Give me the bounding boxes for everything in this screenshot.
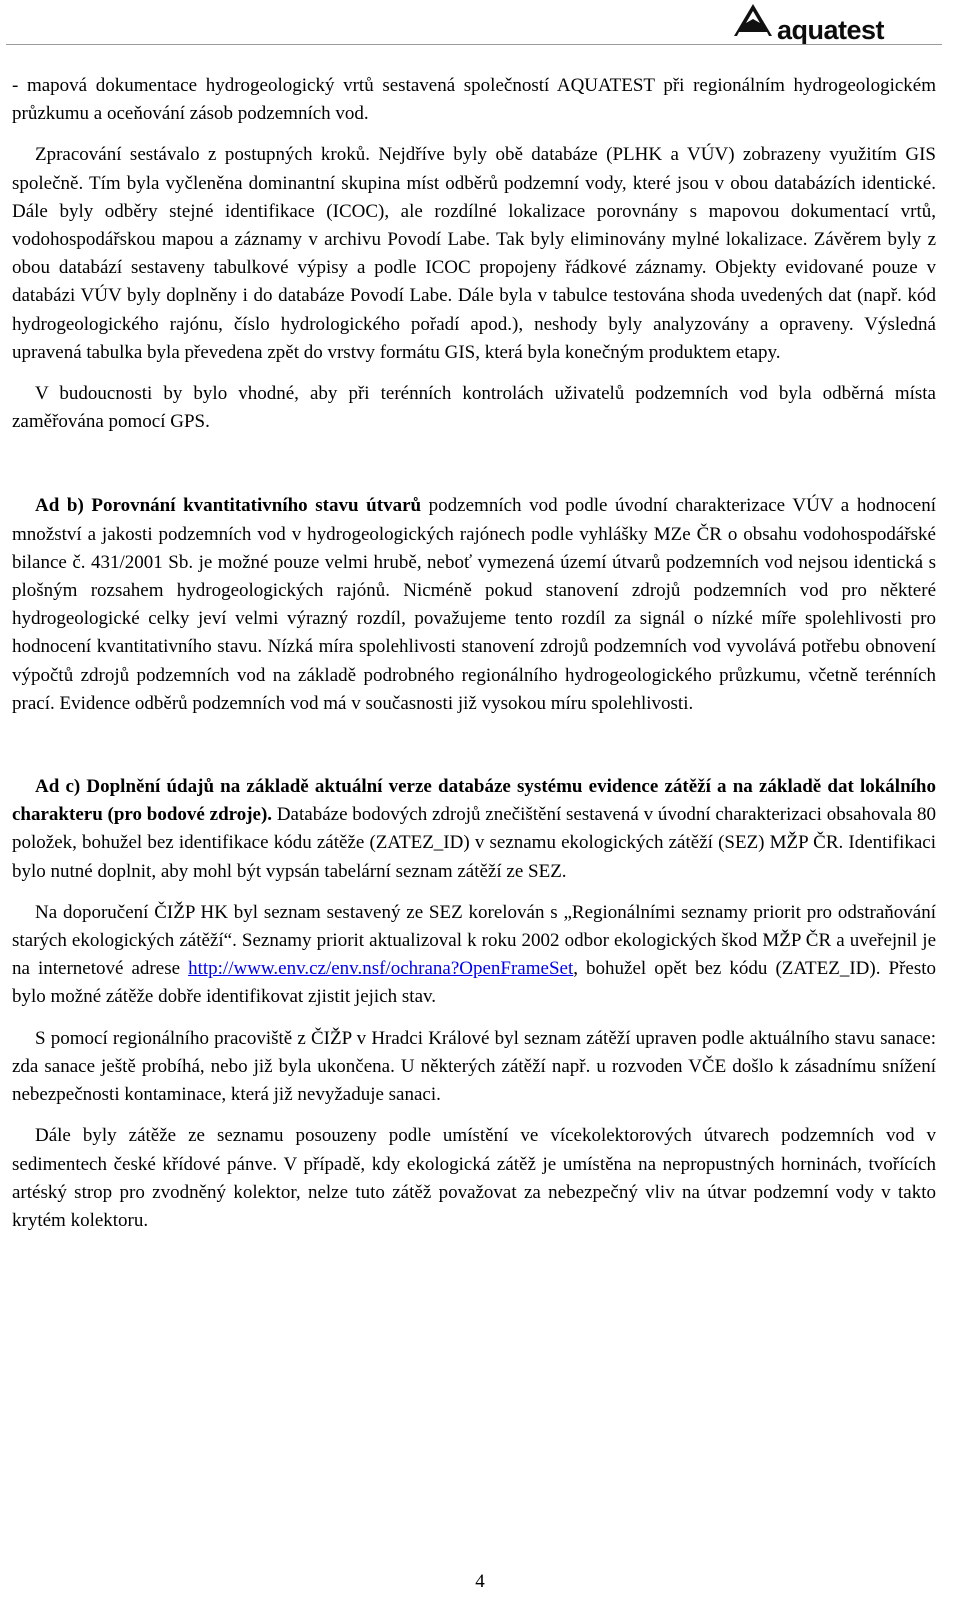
paragraph-aquifer-assessment: Dále byly zátěže ze seznamu posouzeny podle umístění ve vícekolektorových útvarech podzemních vod v sedimentech české křídové pánve. V případě, kdy ekologická zátěž je umístěna na nepropustných horninách, tvořících artéský strop pro zvodněný kolektor, nelze tuto zátěž považovat za nebezpečný vliv na útvar podzemní vody v takto krytém kolektoru. bbox=[12, 1125, 936, 1231]
page-header bbox=[0, 0, 960, 46]
header-divider bbox=[6, 44, 942, 45]
paragraph-ad-c-text: Databáze bodových zdrojů znečištění sestavená v úvodní charakterizaci obsahovala 80 položek, bohužel bez identifikace kódu zátěže (ZATEZ_ID) v seznamu ekologických zátěží (SEZ) MŽP ČR. Identifikaci bylo nutné doplnit, aby mohl být vypsán tabelární seznam zátěží ze SEZ. bbox=[12, 804, 936, 882]
paragraph-ad-b-text: podzemních vod podle úvodní charakterizace VÚV a hodnocení množství a jakosti podzemních vod v hydrogeologických rajónech podle vyhlášky MZe ČR o obsahu vodohospodářské bilance č. 431/2001 Sb. je možné pouze velmi hrubě, neboť vymezená území útvarů podzemních vod nejsou identická s plošným rozsahem hydrogeologických rajónů. Nicméně pokud stanovení zdrojů podzemních vod pro některé hydrogeologické celky jeví velmi výrazný rozdíl, považujeme tento rozdíl za signál o nízké míře spolehlivosti pro hodnocení kvantitativního stavu. Nízká míra spolehlivosti stanovení zdrojů podzemních vod vyvolává potřebu obnovení výpočtů zdrojů podzemních vod na základě podrobného regionálního hydrogeologického průzkumu, včetně terénních prací. Evidence odběrů podzemních vod má v současnosti již vysokou míru spolehlivosti. bbox=[12, 495, 936, 714]
heading-ad-b: Ad b) Porovnání kvantitativního stavu útvarů bbox=[35, 495, 422, 517]
heading-ad-c: Ad c) Doplnění údajů na základě aktuální verze databáze systému evidence zátěží a na základě dat lokálního charakteru (pro bodové zdroje). bbox=[12, 776, 936, 826]
paragraph-ad-b bbox=[12, 492, 936, 718]
env-cz-link[interactable]: http://www.env.cz/env.nsf/ochrana?OpenFrameSet bbox=[188, 958, 574, 980]
paragraph-priority-lists-tail: , bohužel opět bez kódu (ZATEZ_ID). Přesto bylo možné zátěže dobře identifikovat zjistit jejich stav. bbox=[12, 958, 937, 1008]
paragraph-ad-c bbox=[12, 773, 936, 886]
page-number: 4 bbox=[475, 1571, 485, 1592]
document-body bbox=[12, 72, 936, 1235]
paragraph-priority-lists bbox=[12, 899, 936, 1012]
mountain-logo-icon bbox=[733, 2, 777, 42]
paragraph-gps-recommendation: V budoucnosti by bylo vhodné, aby při terénních kontrolách uživatelů podzemních vod byla odběrná místa zaměřována pomocí GPS. bbox=[12, 383, 936, 433]
logo-text: aquatest bbox=[777, 15, 885, 45]
paragraph-remediation-status: S pomocí regionálního pracoviště z ČIŽP v Hradci Králové byl seznam zátěží upraven podle aktuálního stavu sanace: zda sanace ještě probíhá, nebo již byla ukončena. U některých zátěží např. u rozvoden VČE došlo k zásadnímu snížení nebezpečnosti kontaminace, která již nevyžaduje sanaci. bbox=[12, 1027, 936, 1106]
aquatest-logo bbox=[733, 2, 938, 45]
paragraph-processing-steps: Zpracování sestávalo z postupných kroků. Nejdříve byly obě databáze (PLHK a VÚV) zobrazeny využitím GIS společně. Tím byla vyčleněna dominantní skupina míst odběrů podzemní vody, které jsou v obou databázích identické. Dále byly odběry stejné identifikace (ICOC), ale rozdílné lokalizace porovnány s mapovou dokumentací vrtů, vodohospodářskou mapou a záznamy v archivu Povodí Labe. Tak byly eliminovány mylné lokalizace. Závěrem byly z obou databází sestaveny tabulkové výpisy a podle ICOC propojeny řádkové záznamy. Objekty evidované pouze v databázi VÚV byly doplněny i do databáze Povodí Labe. Dále byla v tabulce testována shoda uvedených dat (např. kód hydrogeologického rajónu, číslo hydrologického pořadí apod.), neshody byly analyzovány a opraveny. Výsledná upravená tabulka byla převedena zpět do vrstvy formátu GIS, která byla konečným produktem etapy. bbox=[12, 144, 936, 363]
paragraph-map-documentation: - mapová dokumentace hydrogeologický vrtů sestavená společností AQUATEST při regionálním hydrogeologickém průzkumu a oceňování zásob podzemních vod. bbox=[12, 75, 936, 125]
paragraph-priority-lists-text: Na doporučení ČIŽP HK byl seznam sestavený ze SEZ korelován s „Regionálními seznamy priorit pro odstraňování starých ekologických zátěží“. Seznamy priorit aktualizoval k roku 2002 odbor ekologických škod MŽP ČR a uveřejnil je na internetové adrese bbox=[12, 901, 936, 980]
